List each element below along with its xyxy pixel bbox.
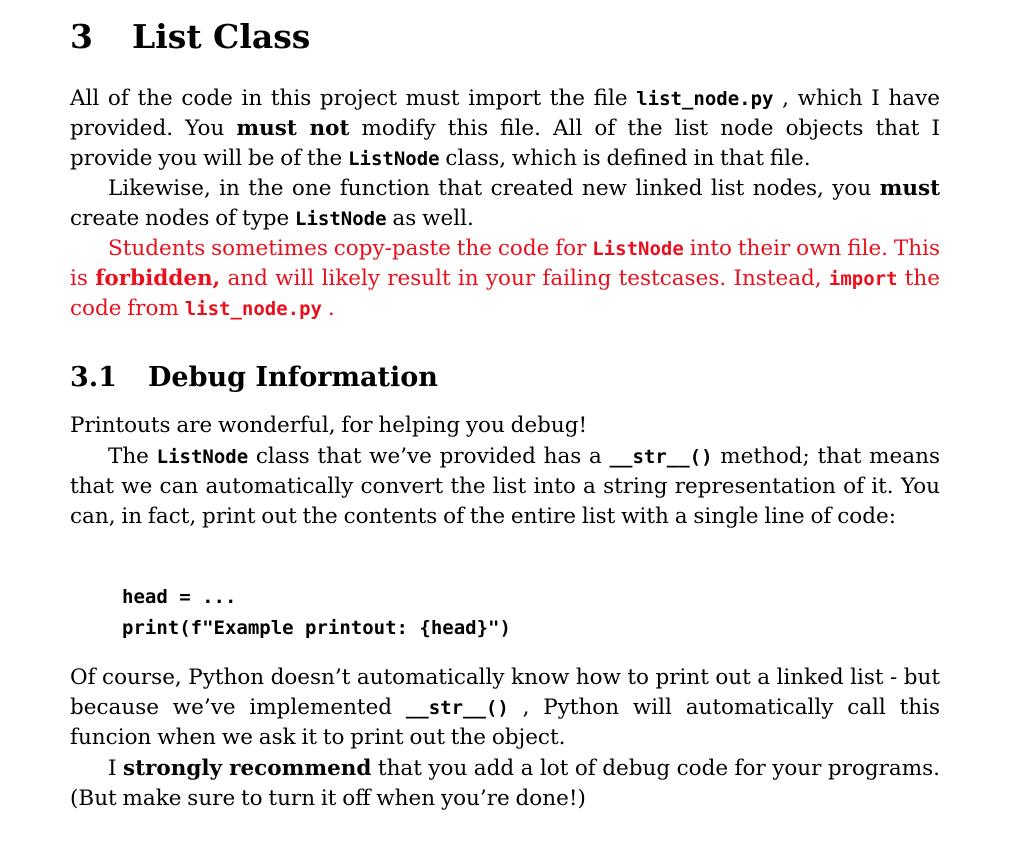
p3-text-5: .	[322, 296, 335, 321]
of-course-paragraph	[70, 663, 940, 753]
intro-paragraph	[70, 84, 940, 174]
p5-text-2: class that we’ve provided has a	[248, 444, 610, 469]
forbidden-emphasis: forbidden,	[95, 266, 221, 291]
code-example	[122, 582, 511, 644]
warning-filename: list_node.py	[184, 298, 322, 320]
p5-text-1: The	[108, 444, 157, 469]
section-title: List Class	[132, 17, 311, 56]
must-emphasis: must	[879, 176, 940, 201]
likewise-paragraph	[70, 174, 940, 234]
p5-listnode-name: ListNode	[156, 446, 249, 468]
warning-listnode-name: ListNode	[592, 238, 684, 260]
subsection-heading	[70, 358, 438, 398]
p6-text-1: Of course, Python doesn’t automatically know how to print out a linked list - but because we’ve implemented	[70, 665, 940, 720]
section-heading	[70, 14, 310, 60]
p2-text-1: Likewise, in the one function that created new linked list nodes, you	[108, 176, 880, 201]
p1-text-4: class, which is defined in that file.	[439, 146, 811, 171]
p7-text-1: I	[108, 756, 123, 781]
p5-text-3: method; that means that we can automatically convert the list into a string representation of it. You can, in fact, print out the contents of the entire list with a single line of code:	[70, 444, 940, 529]
warning-paragraph	[70, 234, 940, 324]
list-node-filename: list_node.py	[636, 88, 774, 110]
subsection-title: Debug Information	[148, 362, 438, 393]
str-method-paragraph	[70, 442, 940, 532]
p6-text-2: , Python will automatically call this funcion when we ask it to print out the object.	[70, 695, 940, 750]
strongly-recommend-emphasis: strongly recommend	[122, 756, 372, 781]
p7-text-2: that you add a lot of debug code for your programs. (But make sure to turn it off when you’re done!)	[70, 756, 941, 811]
p3-text-3: and will likely result in your failing testcases. Instead,	[220, 266, 829, 291]
recommend-paragraph	[70, 754, 940, 814]
p1-text-3: modify this file. All of the list node objects that I provide you will be of the	[70, 116, 941, 171]
p3-text-4: the code from	[70, 266, 940, 321]
p3-text-1: Students sometimes copy-paste the code for	[108, 236, 593, 261]
code-line-1: head = ...	[122, 586, 237, 608]
p6-str-method: __str__()	[405, 697, 509, 719]
p2-text-3: as well.	[386, 206, 474, 231]
subsection-number: 3.1	[70, 362, 117, 393]
printouts-paragraph: Printouts are wonderful, for helping you debug!	[70, 413, 588, 438]
p1-text-2: , which I have provided. You	[70, 86, 940, 141]
code-line-2: print(f"Example printout: {head}")	[122, 617, 511, 639]
section-number: 3	[70, 17, 93, 56]
import-keyword: import	[828, 268, 898, 290]
p2-text-2: create nodes of type	[70, 206, 296, 231]
p1-text-1: All of the code in this project must import the file	[70, 86, 637, 111]
p3-text-2: into their own file. This is	[70, 236, 940, 291]
listnode-type-name: ListNode	[295, 208, 387, 230]
str-method-name: __str__()	[609, 446, 713, 468]
listnode-class-name: ListNode	[348, 148, 440, 170]
must-not-emphasis: must not	[236, 116, 350, 141]
